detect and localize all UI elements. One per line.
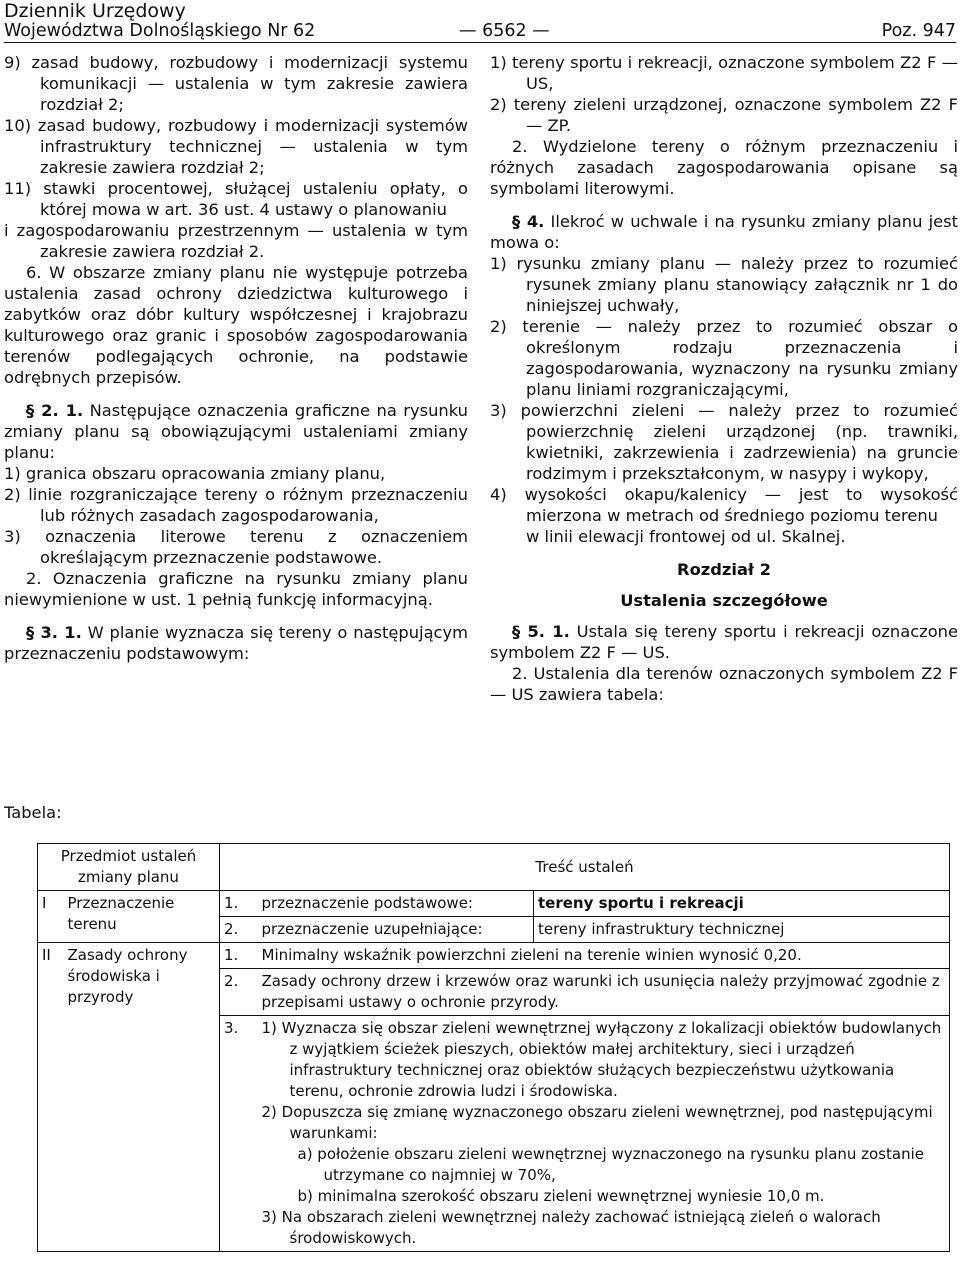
table-row	[38, 943, 950, 969]
row-ii-l1-number: 1.	[220, 943, 258, 969]
section-4-item-2: 2) terenie — należy przez to rozumieć obszar o określonym rodzaju przeznaczenia i zagospodarowania, wyznaczony na rysunku zmiany planu liniami rozgraniczającymi,	[490, 317, 958, 399]
table-header-row	[38, 844, 950, 891]
section-4-mark: § 4.	[512, 212, 545, 231]
section-3-mark: § 3. 1.	[26, 623, 82, 642]
chapter-heading: Rozdział 2	[677, 560, 771, 579]
list-item-9: 9) zasad budowy, rozbudowy i modernizacji systemu komunikacji — ustalenia w tym zakresie zawiera rozdział 2;	[4, 53, 468, 114]
right-column	[490, 52, 958, 705]
section-3-paragraph-2: 2. Wydzielone tereny o różnym przeznaczeniu i różnych zasadach zagospodarowania opisane są symbolami literowymi.	[490, 137, 958, 198]
table-header-content: Treść ustaleń	[220, 844, 950, 891]
row-ii-l3-number: 3.	[220, 1016, 258, 1252]
journal-publisher: Województwa Dolnośląskiego Nr 62	[4, 21, 316, 41]
row-ii-l1-text: Minimalny wskaźnik powierzchni zieleni na terenie winien wynosić 0,20.	[258, 943, 950, 969]
row-i-l1-label: przeznaczenie podstawowe:	[258, 891, 534, 917]
section-2-text: Następujące oznaczenia graficzne na rysunku zmiany planu są obowiązującymi ustaleniami zmiany planu:	[4, 401, 468, 462]
section-4-text: Ilekroć w uchwale i na rysunku zmiany planu jest mowa o:	[490, 212, 959, 252]
row-ii-l2-text: Zasady ochrony drzew i krzewów oraz warunki ich usunięcia należy przyjmować zgodnie z przepisami ustawy o ochronie przyrody.	[258, 969, 950, 1016]
row-ii-subject: Zasady ochrony środowiska i przyrody	[64, 943, 220, 1252]
page-number: — 6562 —	[459, 21, 550, 41]
row-ii-l3-item-2b: b) minimalna szerokość obszaru zieleni wewnętrznej wyniesie 10,0 m.	[297, 1187, 825, 1205]
section-4-item-4: 4) wysokości okapu/kalenicy — jest to wysokość mierzona w metrach od średniego poziomu terenu	[490, 485, 958, 525]
section-4	[490, 211, 958, 253]
chapter-title: Ustalenia szczegółowe	[620, 591, 828, 610]
row-i-l2-label: przeznaczenie uzupełniające:	[258, 917, 534, 943]
list-item-11-cont: i zagospodarowaniu przestrzennym — ustalenia w tym zakresie zawiera rozdział 2.	[4, 221, 468, 261]
row-ii-l3-content	[258, 1016, 950, 1252]
table-row	[38, 891, 950, 917]
section-2-item-1: 1) granica obszaru opracowania zmiany planu,	[4, 464, 386, 483]
row-i-l2-number: 2.	[220, 917, 258, 943]
row-i-l1-value: tereny sportu i rekreacji	[534, 891, 950, 917]
row-ii-l3-item-1: 1) Wyznacza się obszar zieleni wewnętrznej wyłączony z lokalizacji obiektów budowlanych z wyjątkiem ścieżek pieszych, obiektów małej architektury, sieci i urządzeń infrastruktury technicznej oraz obiektów służących bezpieczeństwu użytkowania terenu, ochronie zdrowia ludzi i środowiska.	[261, 1019, 942, 1100]
row-ii-l2-number: 2.	[220, 969, 258, 1016]
section-2	[4, 400, 468, 463]
row-i-l1-number: 1.	[220, 891, 258, 917]
section-3-text: W planie wyznacza się tereny o następującym przeznaczeniu podstawowym:	[4, 623, 468, 663]
section-2-mark: § 2. 1.	[26, 401, 84, 420]
section-2-item-2: 2) linie rozgraniczające tereny o różnym przeznaczeniu lub różnych zasadach zagospodarowania,	[4, 485, 468, 525]
table-label: Tabela:	[4, 803, 62, 822]
section-5-mark: § 5. 1.	[512, 622, 570, 641]
section-2-item-3: 3) oznaczenia literowe terenu z oznaczeniem określającym przeznaczenie podstawowe.	[4, 527, 468, 567]
row-ii-l3-item-2a: a) położenie obszaru zieleni wewnętrznej wyznaczonego na rysunku planu zostanie utrzymane co najmniej w 70%,	[297, 1145, 925, 1184]
left-column	[4, 52, 468, 664]
section-4-item-1: 1) rysunku zmiany planu — należy przez to rozumieć rysunek zmiany planu stanowiący załącznik nr 1 do niniejszej uchwały,	[490, 254, 958, 315]
section-4-item-4-cont: w linii elewacji frontowej od ul. Skalnej.	[526, 527, 846, 546]
table-header-subject: Przedmiot ustaleń zmiany planu	[38, 844, 220, 891]
list-item-11: 11) stawki procentowej, służącej ustaleniu opłaty, o której mowa w art. 36 ust. 4 ustawy o planowaniu	[4, 179, 468, 219]
section-4-item-3: 3) powierzchni zieleni — należy przez to rozumieć powierzchnię zieleni urządzonej (np. trawniki, kwietniki, zakrzewienia i zadrzewienia) na gruncie rodzimym i przekształconym, w nasypy i wykopy,	[490, 401, 958, 483]
row-ii-number: II	[38, 943, 64, 1252]
row-i-subject: Przeznaczenie terenu	[64, 891, 220, 943]
row-ii-l3-item-3: 3) Na obszarach zieleni wewnętrznej należy zachować istniejącą zieleń o walorach środowiskowych.	[261, 1208, 881, 1247]
section-3-item-2: 2) tereny zieleni urządzonej, oznaczone symbolem Z2 F — ZP.	[490, 95, 958, 135]
row-i-number: I	[38, 891, 64, 943]
section-3-item-1: 1) tereny sportu i rekreacji, oznaczone symbolem Z2 F — US,	[490, 53, 958, 93]
row-i-l2-value: tereny infrastruktury technicznej	[534, 917, 950, 943]
position-number: Poz. 947	[881, 21, 956, 41]
section-2-paragraph-2: 2. Oznaczenia graficzne na rysunku zmiany planu niewymienione w ust. 1 pełnią funkcję informacyjną.	[4, 569, 468, 609]
paragraph-6: 6. W obszarze zmiany planu nie występuje potrzeba ustalenia zasad ochrony dziedzictwa kulturowego i zabytków oraz dóbr kultury współczesnej i krajobrazu kulturowego oraz granic i sposobów zagospodarowania terenów podlegających ochronie, na podstawie odrębnych przepisów.	[4, 263, 468, 387]
section-5	[490, 621, 958, 663]
section-5-text: Ustala się tereny sportu i rekreacji oznaczone symbolem Z2 F — US.	[490, 622, 958, 662]
section-3	[4, 622, 468, 664]
list-item-10: 10) zasad budowy, rozbudowy i modernizacji systemów infrastruktury technicznej — ustalenia w tym zakresie zawiera rozdział 2;	[4, 116, 468, 177]
journal-title: Dziennik Urzędowy	[4, 0, 186, 22]
section-5-paragraph-2: 2. Ustalenia dla terenów oznaczonych symbolem Z2 F — US zawiera tabela:	[490, 664, 958, 704]
header-rule	[4, 42, 956, 43]
row-ii-l3-item-2: 2) Dopuszcza się zmianę wyznaczonego obszaru zieleni wewnętrznej, pod następującymi warunkami:	[261, 1103, 933, 1142]
regulations-table	[37, 843, 950, 1252]
